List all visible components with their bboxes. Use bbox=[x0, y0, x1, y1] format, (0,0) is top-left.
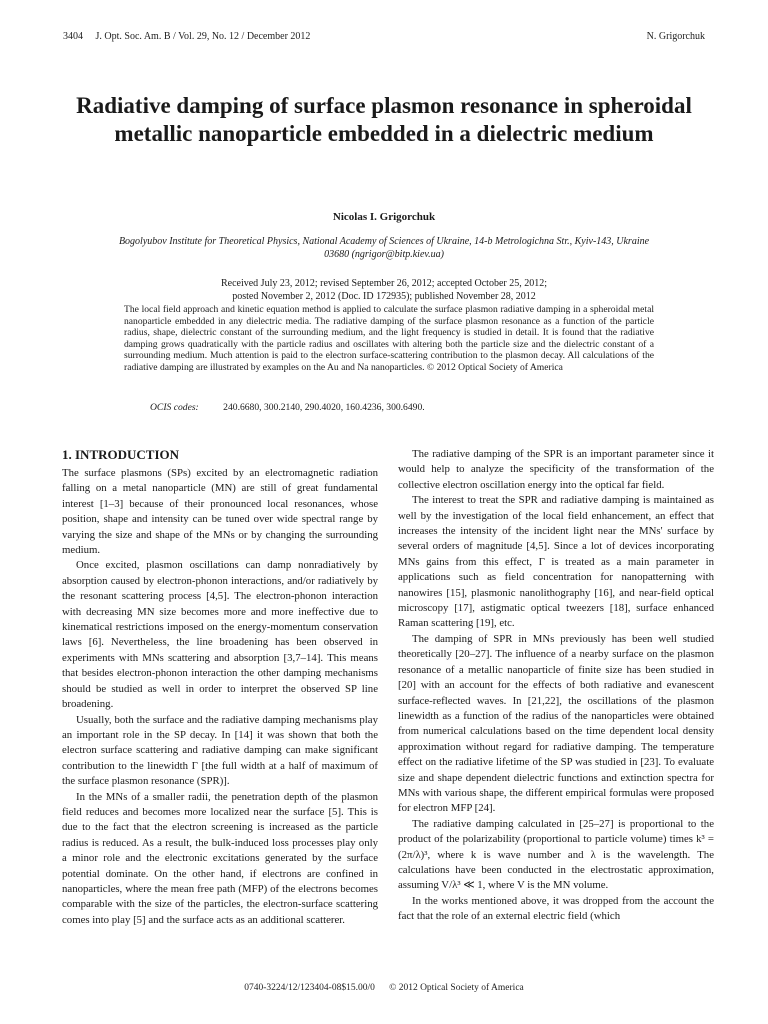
left-column bbox=[62, 447, 378, 928]
paragraph: Usually, both the surface and the radiative damping mechanisms play an important role in the SP decay. In [14] it was shown that both the electron surface scattering and radiative damping can make significant contribution to the linewidth Γ [the full width at a half of maximum of the surface plasmon resonance (SPR)]. bbox=[62, 713, 378, 788]
running-header-author: N. Grigorchuk bbox=[646, 31, 705, 42]
paragraph: Once excited, plasmon oscillations can damp nonradiatively by absorption caused by electron-phonon interactions, and/or radiatively by the resonant scattering process [4,5]. The electron-phonon interaction with decreasing MN size becomes more and more ineffective due to kinematical restrictions imposed on the energy-momentum conservation laws [6]. Nevertheless, the line broadening has been observed in experiments with MNs scattering and absorption [3,7–14]. This means that besides electron-phonon interaction the other damping mechanisms should be studied as well in order to interpret the observed SP line broadening. bbox=[62, 559, 378, 711]
page-footer: 0740-3224/12/123404-08$15.00/0 © 2012 Optical Society of America bbox=[244, 983, 524, 993]
affiliation: Bogolyubov Institute for Theoretical Physics, National Academy of Sciences of Ukraine, 14-b Metrologichna Str., Kyiv-143, Ukraine 03680 (ngrigor@bitp.kiev.ua) bbox=[118, 236, 650, 260]
paragraph: The radiative damping calculated in [25–27] is proportional to the product of the polarizability (proportional to particle volume) times k³ = (2π/λ)³, where k is wave number and λ is the wavelength. The calculations have been conducted in the electrostatic approximation, assuming V/λ³ ≪ 1, where V is the MN volume. bbox=[398, 817, 714, 892]
running-header-journal: 3404 J. Opt. Soc. Am. B / Vol. 29, No. 12 / December 2012 bbox=[63, 31, 311, 42]
paragraph: The radiative damping of the SPR is an important parameter since it would help to analyze the specificity of the transformation of the collective electron oscillation energy into the optical far field. bbox=[398, 448, 714, 491]
paragraph: The interest to treat the SPR and radiative damping is maintained as well by the investigation of the local field enhancement, an effect that increases the intensity of the incident light near the MNs' surface by several orders of magnitude [4,5]. Since a lot of devices incorporating MNs gains from this effect, Γ is treated as a main parameter in applications such as field concentration for nanopatterning with nanowires [15], plasmonic nanolithography [16], and near-field optical microscopy [17], astigmatic optical tweezers [18], surface enhanced Raman scattering [19], etc. bbox=[398, 494, 714, 630]
ocis-codes bbox=[150, 402, 425, 413]
paragraph: The surface plasmons (SPs) excited by an electromagnetic radiation falling on a metal nanoparticle (MN) are still of great fundamental interest [1–3] because of their pronounced local resonances, whose position, shape and intensity can be tuned over wide spectral range by varying the size and shape of the MNs or by changing the surrounding medium. bbox=[62, 467, 378, 557]
publication-dates bbox=[110, 277, 658, 303]
paragraph: The damping of SPR in MNs previously has been well studied theoretically [20–27]. The influence of a nearby surface on the plasmon resonance of a metallic nanoparticle of finite size has been studied in [20] with an account for the effects of both radiative and evanescent surface-reflected waves. In [21,22], the oscillations of the plasmon linewidth as a function of the radius of the nanoparticles were obtained from numerical calculations based on the time dependent local density approximation without regard for radiative damping. The temperature effect on the radiative lifetime of the SP was studied in [23]. To evaluate size and shape dependent dielectric functions and extinction spectra for MNs with various shape, the different empirical formulas were proposed for electron MFP [24]. bbox=[398, 632, 714, 815]
ocis-values: 240.6680, 300.2140, 290.4020, 160.4236, 300.6490. bbox=[223, 402, 425, 413]
paragraph: In the MNs of a smaller radii, the penetration depth of the plasmon field reduces and becomes more localized near the surface [5]. This is due to the fact that the electron screening is increased as the particle radius is reduced. As a result, the bulk-induced loss processes play only a minor role and the electronic excitations generated by the surface potential dominate. On the other hand, if electrons are confined in nanoparticles, where the mean free path (MFP) of the electrons becomes comparable with the size of the particles, the electron-surface scattering comes into play [5] and the surface acts as an additional scatterer. bbox=[62, 790, 378, 926]
right-column bbox=[398, 447, 714, 925]
ocis-label: OCIS codes: bbox=[150, 402, 199, 413]
paper-title: Radiative damping of surface plasmon resonance in spheroidal metallic nanoparticle embedded in a dielectric medium bbox=[76, 93, 692, 146]
section-heading: 1. INTRODUCTION bbox=[62, 447, 180, 462]
abstract: The local field approach and kinetic equation method is applied to calculate the surface plasmon radiative damping in a spheroidal metal nanoparticle embedded in any dielectric media. The radiative damping of the surface plasmon resonance as a function of the particle radius, shape, dielectric constant of the surrounding medium, and the light frequency is studied in detail. It is found that the radiative damping grows quadratically with the particle radius and oscillates with altering both the particle size and the dielectric constant of a surrounding medium. Much attention is paid to the electron surface-scattering contribution to the plasmon decay. All calculations of the radiative damping are illustrated by examples on the Au and Na nanoparticles. © 2012 Optical Society of America bbox=[124, 304, 654, 373]
paragraph: In the works mentioned above, it was dropped from the account the fact that the role of an external electric field (which bbox=[398, 894, 714, 923]
dates-line-1: Received July 23, 2012; revised September 26, 2012; accepted October 25, 2012; bbox=[220, 278, 548, 289]
dates-line-2: posted November 2, 2012 (Doc. ID 172935); published November 28, 2012 bbox=[232, 291, 536, 302]
author-name: Nicolas I. Grigorchuk bbox=[332, 211, 436, 223]
